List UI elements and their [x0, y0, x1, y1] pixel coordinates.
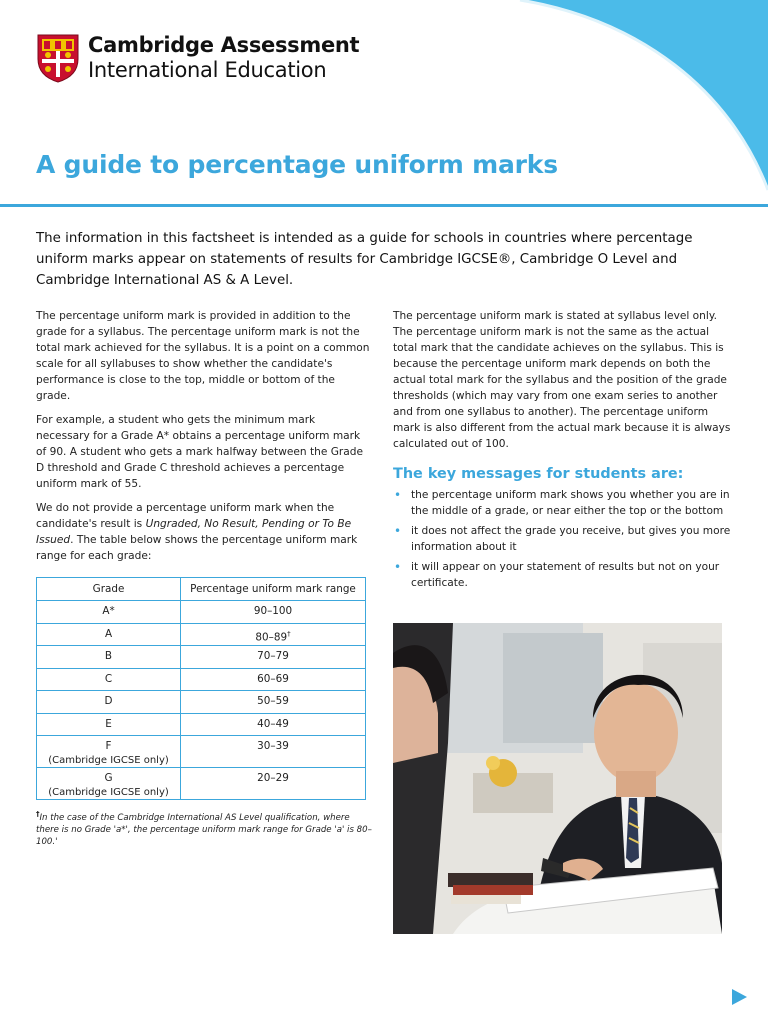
table-header-row: [37, 578, 366, 601]
grade-cell: D: [37, 691, 181, 714]
table-header-range: Percentage uniform mark range: [181, 578, 366, 601]
grade-cell: F (Cambridge IGCSE only): [37, 736, 181, 768]
next-page-arrow-icon[interactable]: [730, 988, 748, 1006]
table-row: [37, 713, 366, 736]
range-cell: 30–39: [181, 736, 366, 768]
brand-name-line2: International Education: [88, 58, 327, 82]
list-item: • the percentage uniform mark shows you whether you are in the middle of a grade, or near either the top or the bottom: [394, 488, 730, 517]
result-statuses: Ungraded, No Result, Pending or To Be Issued: [36, 518, 352, 546]
left-paragraph-2: For example, a student who gets the minimum mark necessary for a Grade A* obtains a percentage uniform mark of 90. A student who gets a mark halfway between the Grade D threshold and Grade C threshold achieves a percentage uniform mark of 55.: [36, 414, 364, 490]
range-cell: 20–29: [181, 768, 366, 800]
grade-note: (Cambridge IGCSE only): [48, 787, 169, 798]
table-row: [37, 768, 366, 800]
table-row: [37, 668, 366, 691]
page-title: A guide to percentage uniform marks: [36, 150, 558, 179]
range-cell: 70–79: [181, 646, 366, 669]
bullet-icon: •: [394, 488, 402, 502]
grade-cell: E: [37, 713, 181, 736]
table-header-grade: Grade: [37, 578, 181, 601]
grade-cell: A*: [37, 601, 181, 624]
grade-cell: C: [37, 668, 181, 691]
left-paragraph-3: We do not provide a percentage uniform mark when the candidate's result is Ungraded, No Result, Pending or To Be Issued. The table below shows the percentage uniform mark range for each grade:: [36, 502, 358, 562]
range-cell: 50–59: [181, 691, 366, 714]
table-row: [37, 623, 366, 646]
students-photo: [393, 623, 722, 934]
table-row: [37, 646, 366, 669]
list-item: • it does not affect the grade you receive, but gives you more information about it: [394, 524, 731, 553]
table-row: [37, 691, 366, 714]
key-messages-list: [393, 487, 733, 591]
table-footnote: †In the case of the Cambridge International AS Level qualification, where there is no Grade 'a*', the percentage uniform mark range for Grade 'a' is 80–100.': [36, 810, 372, 847]
bullet-icon: •: [394, 560, 402, 574]
range-cell: 80–89†: [181, 623, 366, 646]
footnote-marker: †: [287, 629, 291, 638]
bullet-icon: •: [394, 524, 402, 538]
left-column: [36, 308, 372, 848]
grade-cell: A: [37, 623, 181, 646]
cambridge-crest-icon: [36, 33, 80, 83]
list-item: • it will appear on your statement of results but not on your certificate.: [394, 560, 720, 589]
table-row: [37, 736, 366, 768]
range-cell: 40–49: [181, 713, 366, 736]
grade-cell: B: [37, 646, 181, 669]
right-column: [393, 308, 733, 595]
grade-cell: G (Cambridge IGCSE only): [37, 768, 181, 800]
table-row: [37, 601, 366, 624]
right-paragraph-1: The percentage uniform mark is stated at syllabus level only. The percentage uniform mark is not the same as the actual total mark that the candidate achieves on the syllabus. This is because the percentage uniform mark depends on both the actual total mark for the syllabus and the position of the grade thresholds (which may vary from one exam series to another and from one syllabus to another). The percentage uniform mark is also different from the actual mark because it is always calculated out of 100.: [393, 310, 731, 450]
grade-note: (Cambridge IGCSE only): [48, 755, 169, 766]
range-cell: 90–100: [181, 601, 366, 624]
range-cell: 60–69: [181, 668, 366, 691]
grade-range-table: [36, 577, 366, 800]
key-messages-heading: The key messages for students are:: [393, 466, 684, 482]
intro-paragraph: The information in this factsheet is intended as a guide for schools in countries where percentage uniform marks appear on statements of results for Cambridge IGCSE®, Cambridge O Level and Cambridge International AS & A Level.: [36, 231, 693, 288]
left-paragraph-1: The percentage uniform mark is provided in addition to the grade for a syllabus. The percentage uniform mark is not the total mark achieved for the syllabus. It is a point on a common scale for all syllabuses to show whether the candidate's performance is close to the top, middle or bottom of the grade.: [36, 310, 370, 402]
title-divider: [0, 204, 768, 207]
brand-name-line1: Cambridge Assessment: [88, 33, 360, 57]
brand-logo: [36, 33, 359, 83]
